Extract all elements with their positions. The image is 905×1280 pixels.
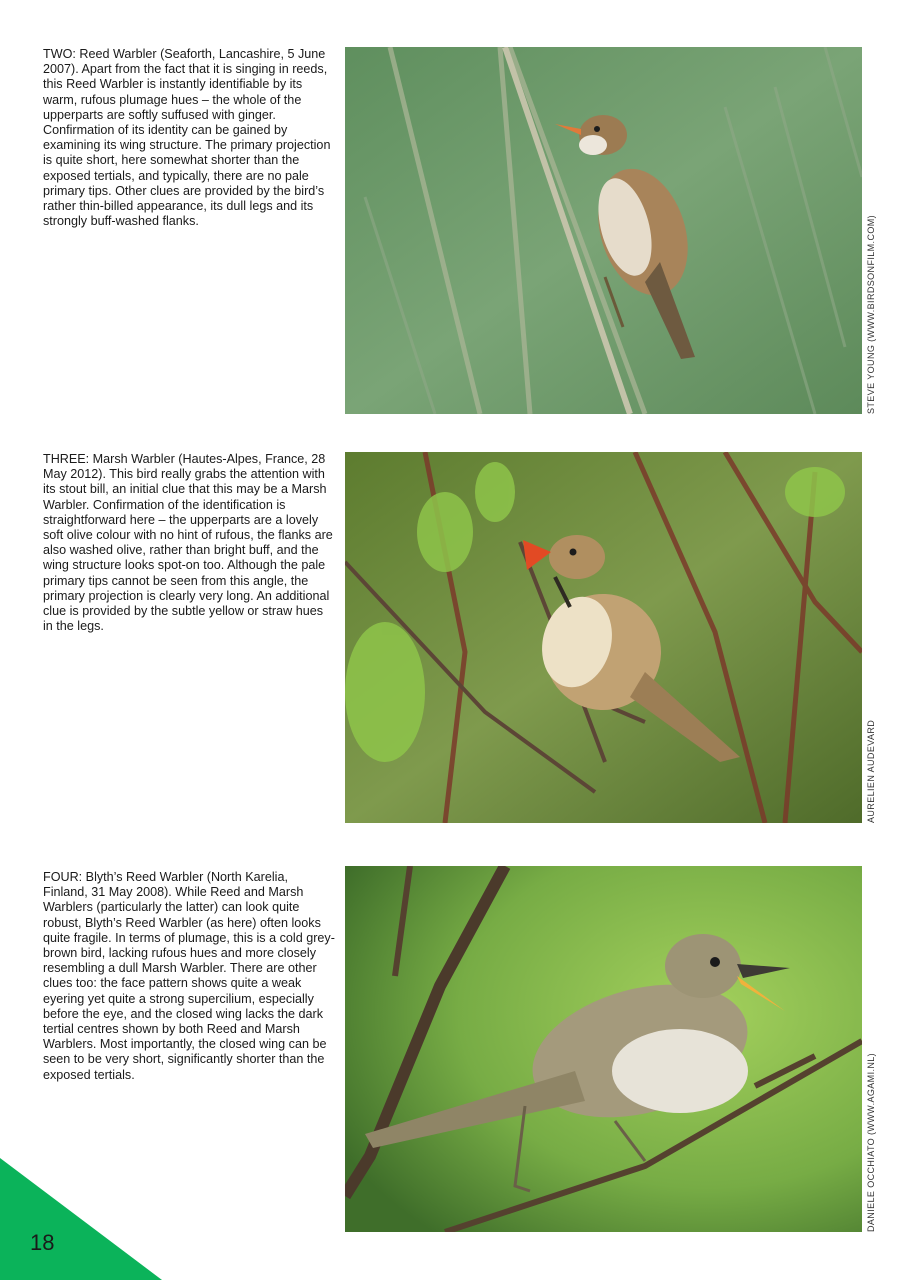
credit-marsh-warbler: AURELIEN AUDEVARD <box>866 719 876 823</box>
photo-blyths-reed-warbler <box>345 866 862 1232</box>
caption-marsh-warbler: THREE: Marsh Warbler (Hautes-Alpes, France, 28 May 2012). This bird really grabs the attention with its stout bill, an initial clue that this may be a Marsh Warbler. Confirmation of the identification is straightforward here – the upperparts are a lovely soft olive colour with no hint of rufous, the flanks are also washed olive, rather than bright buff, and the wing structure looks spot-on too. Although the pale primary tips cannot be seen from this angle, the primary projection is clearly very long. An additional clue is provided by the subtle yellow or straw hues in the legs. <box>43 452 333 634</box>
photo-marsh-warbler <box>345 452 862 823</box>
caption-blyths-reed-warbler: FOUR: Blyth’s Reed Warbler (North Karelia, Finland, 31 May 2008). While Reed and Marsh Warblers (particularly the latter) can look quite robust, Blyth’s Reed Warbler (as here) often looks quite fragile. In terms of plumage, this is a cold grey-brown bird, lacking rufous hues and more closely resembling a dull Marsh Warbler. There are other clues too: the face pattern shows quite a weak eyering yet quite a strong supercilium, especially before the eye, and the closed wing lacks the dark tertial centres shown by both Reed and Marsh Warblers. Most importantly, the closed wing can be seen to be very short, significantly shorter than the exposed tertials. <box>43 870 335 1082</box>
credit-blyths-reed-warbler: DANIELE OCCHIATO (WWW.AGAMI.NL) <box>866 1052 876 1232</box>
credit-reed-warbler: STEVE YOUNG (WWW.BIRDSONFILM.COM) <box>866 214 876 414</box>
caption-reed-warbler: TWO: Reed Warbler (Seaforth, Lancashire, 5 June 2007). Apart from the fact that it is singing in reeds, this Reed Warbler is instantly identifiable by its warm, rufous plumage hues – the whole of the upperparts are softly suffused with ginger. Confirmation of its identity can be gained by examining its wing structure. The primary projection is quite short, here somewhat shorter than the exposed tertials, and typically, there are no pale primary tips. Other clues are provided by the bird’s rather thin-billed appearance, its dull legs and its strongly buff-washed flanks. <box>43 47 331 229</box>
page-number: 18 <box>30 1230 55 1255</box>
photo-reed-warbler <box>345 47 862 414</box>
page-corner-accent <box>0 1158 162 1280</box>
